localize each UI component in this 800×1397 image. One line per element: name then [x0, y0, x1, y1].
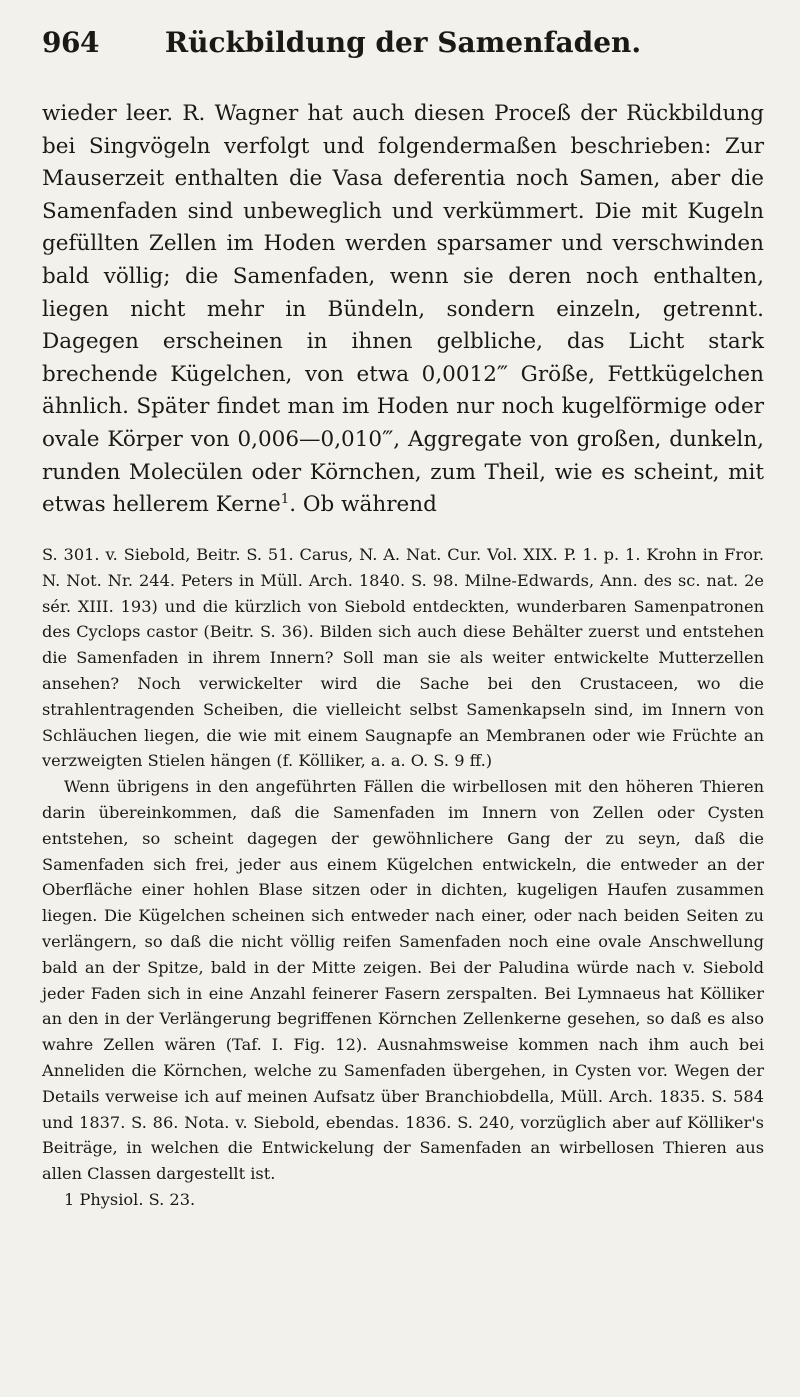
footnote-reference[interactable]: 1 [280, 491, 290, 507]
main-paragraph [42, 98, 764, 522]
footnote-1: 1 Physiol. S. 23. [64, 1189, 196, 1209]
main-paragraph-text: wieder leer. R. Wagner hat auch diesen Proceß der Rückbildung bei Singvögeln verfolgt und folgendermaßen beschrieben: Zur Mauserzeit enthalten die Vasa deferentia noch Samen, aber die Samenfaden sind unbeweglich und verkümmert. Die mit Kugeln gefüllten Zellen im Hoden werden sparsamer und verschwinden bald völlig; die Samenfaden, wenn sie deren noch enthalten, liegen nicht mehr in Bündeln, sondern einzeln, getrennt. Dagegen erscheinen in ihnen gelbliche, das Licht stark brechende Kügelchen, von etwa 0,0012‴ Größe, Fettkügelchen ähnlich. Später findet man im Hoden nur noch kugelförmige oder ovale Körper von 0,006—0,010‴, Aggregate von großen, dunkeln, runden Molecülen oder Körnchen, zum Theil, wie es scheint, mit etwas hellerem Kerne [42, 101, 764, 518]
footnotes-block [42, 542, 764, 1213]
footnote-continuation: S. 301. v. Siebold, Beitr. S. 51. Carus, N. A. Nat. Cur. Vol. XIX. P. 1. p. 1. Krohn in Fror. N. Not. Nr. 244. Peters in Müll. Arch. 1840. S. 98. Milne-Edwards, Ann. des sc. nat. 2e sér. XIII. 193) und die kürzlich von Siebold entdeckten, wunderbaren Samenpatronen des Cyclops castor (Beitr. S. 36). Bilden sich auch diese Behälter zuerst und entstehen die Samenfaden in ihrem Innern? Soll man sie als weiter entwickelte Mutterzellen ansehen? Noch verwickelter wird die Sache bei den Crustaceen, wo die strahlentragenden Scheiben, die vielleicht selbst Samenkapseln sind, im Innern von Schläuchen liegen, die wie mit einem Saugnapfe an Membranen oder wie Früchte an verzweigten Stielen hängen (f. Kölliker, a. a. O. S. 9 ff.) [42, 545, 764, 771]
running-head [42, 20, 764, 64]
page-title: Rückbildung der Samenfaden. [164, 26, 642, 59]
page-number: 964 [42, 26, 99, 59]
main-paragraph-end: . Ob während [289, 492, 437, 518]
footnote-paragraph: Wenn übrigens in den angeführten Fällen die wirbellosen mit den höheren Thieren darin übereinkommen, daß die Samenfaden im Innern von Zellen oder Cysten entstehen, so scheint dagegen der gewöhnlichere Gang der zu seyn, daß die Samenfaden sich frei, jeder aus einem Kügelchen entwickeln, die entweder an der Oberfläche einer hohlen Blase sitzen oder in dichten, kugeligen Haufen zusammen liegen. Die Kügelchen scheinen sich entweder nach einer, oder nach beiden Seiten zu verlängern, so daß die nicht völlig reifen Samenfaden noch eine ovale Anschwellung bald an der Spitze, bald in der Mitte zeigen. Bei der Paludina würde nach v. Siebold jeder Faden sich in eine Anzahl feinerer Fasern zerspalten. Bei Lymnaeus hat Kölliker an den in der Verlängerung begriffenen Körnchen Zellenkerne gesehen, so daß es also wahre Zellen wären (Taf. I. Fig. 12). Ausnahmsweise kommen nach ihm auch bei Anneliden die Körnchen, welche zu Samenfaden übergehen, in Cysten vor. Wegen der Details verweise ich auf meinen Aufsatz über Branchiobdella, Müll. Arch. 1835. S. 584 und 1837. S. 86. Nota. v. Siebold, ebendas. 1836. S. 240, vorzüglich aber auf Kölliker's Beiträge, in welchen die Entwickelung der Samenfaden an wirbellosen Thieren aus allen Classen dargestellt ist. [42, 777, 764, 1184]
